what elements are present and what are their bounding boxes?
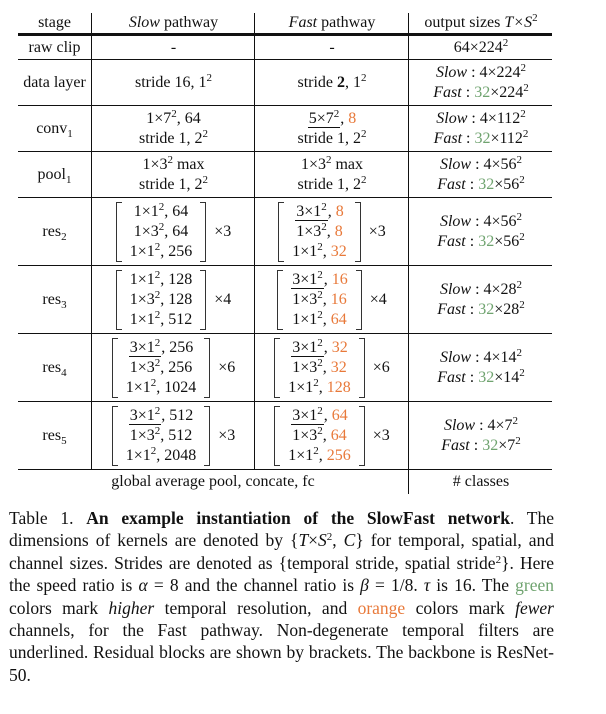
slow-cell: $1\times 1^2$, 64 $1\times 3^2$, 64 $1\times 1^2$, 256 ×3	[91, 198, 255, 265]
output-cell: $64\times 224^2$	[408, 36, 553, 59]
left-bracket	[116, 202, 122, 262]
table-row-res5	[18, 402, 552, 470]
fast-cell: -	[254, 36, 409, 59]
slow-cell: $1\times 3^2$ max stride 1, $2^2$	[91, 152, 255, 197]
table-row-res4	[18, 334, 552, 402]
stage-cell: data layer	[23, 73, 86, 91]
output-cell: Slow : $4\times 56^2$ Fast : $32\times 56^2$	[408, 152, 553, 197]
slow-cell: stride 16, $1^2$	[91, 60, 255, 105]
left-bracket	[278, 202, 284, 262]
fast-cell: $3\times 1^2$, 8 $1\times 3^2$, 8 $1\times 1^2$, 32 ×3	[254, 198, 409, 265]
slow-cell: $3\times 1^2$, 256 $1\times 3^2$, 256 $1\times 1^2$, 1024 ×6	[91, 334, 255, 401]
stage-cell: pool$_1$	[37, 165, 72, 186]
fast-cell: stride 2, $1^2$	[254, 60, 409, 105]
orange-word: orange	[357, 597, 406, 618]
output-cell: Slow : $4\times 28^2$ Fast : $32\times 28^2$	[408, 266, 553, 333]
footer-classes-cell: # classes	[408, 470, 553, 494]
output-cell: Slow : $4\times 7^2$ Fast : $32\times 7^2$	[408, 402, 553, 469]
right-bracket	[359, 338, 365, 398]
fast-cell: $1\times 3^2$ max stride 1, $2^2$	[254, 152, 409, 197]
table-caption: Table 1. An example instantiation of the SlowFast network. The dimensions of kernels are denoted by {$T\times S^2$, C} for temporal, spatial, and channel sizes. Strides are denoted as {temporal stride, spatial stride$^2$}. Here the speed ratio is α = 8 and the channel ratio is β = 1/8. τ is 16. The green colors mark higher temporal resolution, and orange colors mark fewer channels, for the Fast pathway. Non-degenerate temporal filters are underlined. Residual blocks are shown by brackets. The backbone is ResNet-50.	[9, 508, 555, 685]
slow-cell: $3\times 1^2$, 512 $1\times 3^2$, 512 $1\times 1^2$, 2048 ×3	[91, 402, 255, 469]
fast-cell: $3\times 1^2$, 16 $1\times 3^2$, 16 $1\times 1^2$, 64 ×4	[254, 266, 409, 333]
header-fast: Fast pathway	[254, 13, 409, 33]
table-row-res3	[18, 266, 552, 334]
left-bracket	[274, 338, 280, 398]
table-row-res2	[18, 198, 552, 266]
slow-cell: $1\times 7^2$, 64 stride 1, $2^2$	[91, 106, 255, 151]
left-bracket	[112, 338, 118, 398]
fast-cell: $5\times 7^2$, 8 stride 1, $2^2$	[254, 106, 409, 151]
slow-cell: -	[91, 36, 255, 59]
green-word: green	[515, 575, 555, 596]
header-slow: Slow pathway	[91, 13, 255, 33]
table-header-row	[18, 13, 552, 36]
table-row-data-layer	[18, 60, 552, 106]
output-cell: Slow : $4\times 224^2$ Fast : $32\times 224^2$	[408, 60, 553, 105]
left-bracket	[112, 406, 118, 466]
footer-pool-cell: global average pool, concate, fc	[111, 473, 315, 490]
stage-cell: res$_2$	[42, 222, 67, 243]
right-bracket	[204, 338, 210, 398]
right-bracket	[200, 202, 206, 262]
stage-cell: res$_5$	[42, 426, 67, 447]
table-row-conv1	[18, 106, 552, 152]
header-stage: stage	[38, 14, 71, 31]
right-bracket	[355, 202, 361, 262]
stage-cell: res$_4$	[42, 358, 67, 379]
header-output: output sizes $T\times S^2$	[408, 13, 553, 33]
table-row-footer	[18, 470, 552, 494]
output-cell: Slow : $4\times 56^2$ Fast : $32\times 56^2$	[408, 198, 553, 265]
stage-cell: raw clip	[28, 38, 81, 56]
left-bracket	[277, 270, 283, 330]
slow-cell: $1\times 1^2$, 128 $1\times 3^2$, 128 $1\times 1^2$, 512 ×4	[91, 266, 255, 333]
left-bracket	[116, 270, 122, 330]
left-bracket	[274, 406, 280, 466]
right-bracket	[204, 406, 210, 466]
stage-cell: conv$_1$	[36, 119, 73, 140]
fast-cell: $3\times 1^2$, 64 $1\times 3^2$, 64 $1\times 1^2$, 256 ×3	[254, 402, 409, 469]
table-row-pool1	[18, 152, 552, 198]
right-bracket	[200, 270, 206, 330]
right-bracket	[359, 406, 365, 466]
right-bracket	[356, 270, 362, 330]
output-cell: Slow : $4\times 14^2$ Fast : $32\times 14^2$	[408, 334, 553, 401]
stage-cell: res$_3$	[42, 290, 67, 311]
table-row-raw-clip	[18, 36, 552, 60]
output-cell: Slow : $4\times 112^2$ Fast : $32\times 112^2$	[408, 106, 553, 151]
fast-cell: $3\times 1^2$, 32 $1\times 3^2$, 32 $1\times 1^2$, 128 ×6	[254, 334, 409, 401]
